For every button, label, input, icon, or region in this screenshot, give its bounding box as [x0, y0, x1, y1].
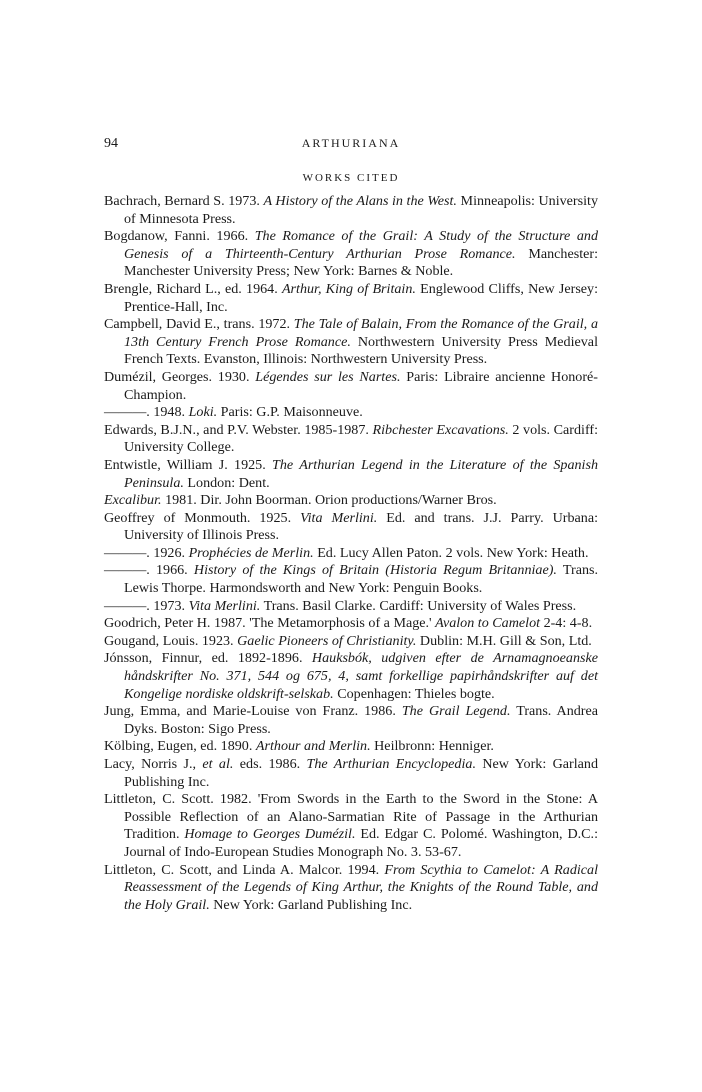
running-head-title: ARTHURIANA	[301, 136, 401, 150]
entry-text: Minneapolis: University of Minnesota Press.	[124, 193, 598, 227]
entry-text: Dublin: M.H. Gill & Son, Ltd.	[416, 632, 592, 649]
entry-title: Prophécies de Merlin.	[188, 544, 314, 561]
entry-text: Lacy, Norris J.,	[104, 756, 203, 772]
bibliography-entry	[104, 738, 598, 756]
entry-title: Gaelic Pioneers of Christianity.	[237, 632, 417, 649]
bibliography-entry	[104, 650, 598, 703]
entry-title: Excalibur.	[104, 492, 162, 509]
entry-text: Entwistle, William J. 1925.	[104, 456, 273, 473]
entry-text: New York: Garland Publishing Inc.	[124, 756, 599, 790]
entry-title: History of the Kings of Britain (Historia Regum Britanniae).	[193, 562, 557, 579]
entry-text: London: Dent.	[183, 474, 270, 491]
entry-title: The Arthurian Legend in the Literature of the Spanish Peninsula.	[124, 456, 599, 491]
entry-title: Homage to Georges Dumézil.	[184, 826, 356, 843]
entry-text: Littleton, C. Scott, and Linda A. Malcor. 1994.	[104, 861, 385, 878]
bibliography-entry	[104, 562, 598, 597]
entry-text: Ed. and trans. J.J. Parry. Urbana: University of Illinois Press.	[124, 509, 598, 544]
entry-title: Vita Merlini.	[188, 597, 261, 614]
entry-text: Ed. Edgar C. Polomé. Washington, D.C.: Journal of Indo-European Studies Monograph No. 3. 53-67.	[124, 826, 598, 860]
entry-title: Ribchester Excavations.	[372, 421, 509, 438]
bibliography-entry	[104, 193, 598, 228]
entry-text: Paris: Libraire ancienne Honoré-Champion.	[124, 368, 598, 403]
entry-title: Loki.	[188, 404, 218, 421]
entry-text: Trans. Lewis Thorpe. Harmondsworth and New York: Penguin Books.	[124, 562, 599, 597]
entry-text: Manchester: Manchester University Press; New York: Barnes & Noble.	[124, 245, 598, 280]
bibliography-entry	[104, 492, 598, 510]
entry-title: Hauksbók, udgiven efter de Arnamagnoeanske håndskrifter No. 371, 544 og 675, 4, samt forkellige papirhåndskrifter auf det Kongelige nordiske oldskrift-selskab.	[124, 650, 598, 702]
section-title: WORKS CITED	[302, 172, 400, 184]
entry-title: The Tale of Balain, From the Romance of the Grail, a 13th Century French Prose Romance.	[124, 316, 598, 350]
entry-title: Légendes sur les Nartes.	[255, 368, 401, 385]
entry-text: 1981. Dir. John Boorman. Orion productions/Warner Bros.	[161, 492, 497, 509]
bibliography-entry	[104, 457, 598, 492]
entry-text: New York: Garland Publishing Inc.	[209, 896, 413, 913]
entry-text: Jung, Emma, and Marie-Louise von Franz. 1986.	[104, 703, 402, 720]
page-number: 94	[104, 136, 118, 151]
entry-text: Brengle, Richard L., ed. 1964.	[104, 280, 282, 297]
bibliography-entry	[104, 791, 598, 861]
entry-text: 2 vols. Cardiff: University College.	[124, 421, 599, 456]
entry-title: Vita Merlini.	[300, 509, 378, 526]
bibliography-entry	[104, 369, 598, 404]
entry-text: Kölbing, Eugen, ed. 1890.	[104, 738, 256, 755]
entry-text: Trans. Basil Clarke. Cardiff: University of Wales Press.	[260, 597, 577, 614]
entry-text: ———. 1966.	[104, 562, 194, 579]
entry-text: Northwestern University Press Medieval French Texts. Evanston, Illinois: Northwestern University Press.	[124, 333, 598, 368]
entry-title: The Romance of the Grail: A Study of the Structure and Genesis of a Thirteenth-Century Arthurian Prose Romance.	[124, 228, 598, 262]
entry-title: From Scythia to Camelot: A Radical Reassessment of the Legends of King Arthur, the Knights of the Round Table, and the Holy Grail.	[124, 861, 598, 913]
bibliography-entry	[104, 422, 598, 457]
bibliography-entry	[104, 545, 598, 563]
entry-text: Ed. Lucy Allen Paton. 2 vols. New York: Heath.	[313, 544, 589, 561]
entry-text: Paris: G.P. Maisonneuve.	[217, 404, 363, 421]
entry-text: Edwards, B.J.N., and P.V. Webster. 1985-1987.	[104, 421, 373, 438]
bibliography-entry	[104, 862, 598, 915]
entry-title: Arthur, King of Britain.	[281, 280, 416, 297]
entry-text: ———. 1926.	[104, 544, 189, 561]
bibliography-entry	[104, 598, 598, 616]
entry-text: Trans. Andrea Dyks. Boston: Sigo Press.	[124, 703, 598, 737]
entry-text: 2-4: 4-8.	[540, 615, 593, 632]
bibliography-entry	[104, 633, 598, 651]
entry-text: Littleton, C. Scott. 1982. 'From Swords in the Earth to the Sword in the Stone: A Possible Reflection of an Alano-Sarmatian Rite of Passage in the Arthurian Tradition.	[104, 791, 598, 843]
entry-text: ———. 1948.	[104, 404, 189, 421]
bibliography-entry	[104, 404, 598, 422]
entry-text: Englewood Cliffs, New Jersey: Prentice-Hall, Inc.	[124, 280, 599, 315]
bibliography-entry	[104, 756, 598, 791]
bibliography-entry	[104, 228, 598, 281]
entry-text: Bachrach, Bernard S. 1973.	[104, 193, 264, 209]
entry-title: et al.	[202, 756, 234, 772]
bibliography-list	[104, 193, 598, 914]
entry-text: Gougand, Louis. 1923.	[104, 632, 238, 649]
entry-text: Bogdanow, Fanni. 1966.	[104, 228, 255, 245]
entry-text: eds. 1986.	[233, 756, 307, 772]
bibliography-entry	[104, 510, 598, 545]
entry-text: Geoffrey of Monmouth. 1925.	[104, 509, 301, 526]
bibliography-entry	[104, 316, 598, 369]
bibliography-entry	[104, 281, 598, 316]
running-header	[104, 136, 598, 152]
entry-text: Jónsson, Finnur, ed. 1892-1896.	[104, 650, 312, 667]
entry-title: The Grail Legend.	[401, 703, 511, 720]
entry-title: Arthour and Merlin.	[255, 738, 371, 755]
entry-text: Goodrich, Peter H. 1987. 'The Metamorphosis of a Mage.'	[104, 615, 436, 632]
entry-text: Dumézil, Georges. 1930.	[104, 368, 256, 385]
entry-text: Heilbronn: Henniger.	[370, 738, 494, 755]
bibliography-entry	[104, 703, 598, 738]
entry-text: Campbell, David E., trans. 1972.	[104, 316, 294, 333]
entry-title: A History of the Alans in the West.	[263, 193, 457, 209]
entry-title: Avalon to Camelot	[435, 615, 541, 632]
bibliography-entry	[104, 615, 598, 633]
entry-title: The Arthurian Encyclopedia.	[306, 756, 476, 772]
entry-text: Copenhagen: Thieles bogte.	[333, 685, 495, 702]
entry-text: ———. 1973.	[104, 597, 189, 614]
